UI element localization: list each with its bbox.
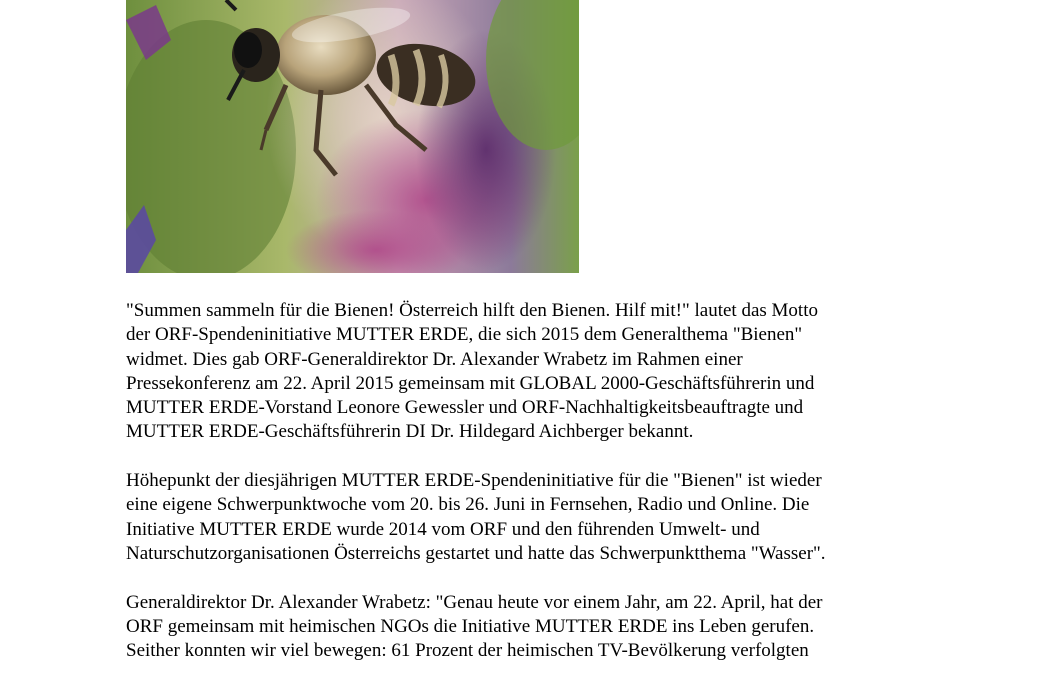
paragraph-3 (126, 591, 926, 664)
paragraph-2 (126, 469, 926, 566)
text-line: Höhepunkt der diesjährigen MUTTER ERDE-Spendeninitiative für die "Bienen" ist wieder (126, 470, 822, 492)
bee-image (126, 0, 579, 273)
text-line: Seither konnten wir viel bewegen: 61 Prozent der heimischen TV-Bevölkerung verfolgten (126, 640, 809, 662)
text-line: MUTTER ERDE-Geschäftsführerin DI Dr. Hildegard Aichberger bekannt. (126, 421, 694, 443)
article-body (126, 299, 926, 675)
text-line: widmet. Dies gab ORF-Generaldirektor Dr. Alexander Wrabetz im Rahmen einer (126, 348, 743, 370)
text-line: MUTTER ERDE-Vorstand Leonore Gewessler und ORF-Nachhaltigkeitsbeauftragte und (126, 397, 804, 419)
text-line: Naturschutzorganisationen Österreichs gestartet und hatte das Schwerpunktthema "Wasser". (126, 542, 826, 564)
text-line: Pressekonferenz am 22. April 2015 gemeinsam mit GLOBAL 2000-Geschäftsführerin und (126, 372, 815, 394)
text-line: eine eigene Schwerpunktwoche vom 20. bis 26. Juni in Fernsehen, Radio und Online. Die (126, 494, 810, 516)
text-line: Generaldirektor Dr. Alexander Wrabetz: "Genau heute vor einem Jahr, am 22. April, hat der (126, 591, 823, 613)
text-line: Initiative MUTTER ERDE wurde 2014 vom ORF und den führenden Umwelt- und (126, 518, 760, 540)
bee-photo (126, 0, 579, 273)
text-line: "Summen sammeln für die Bienen! Österreich hilft den Bienen. Hilf mit!" lautet das Motto (126, 300, 818, 321)
text-line: ORF gemeinsam mit heimischen NGOs die Initiative MUTTER ERDE ins Leben gerufen. (126, 615, 815, 637)
paragraph-1 (126, 299, 926, 445)
text-line: der ORF-Spendeninitiative MUTTER ERDE, die sich 2015 dem Generalthema "Bienen" (126, 324, 803, 346)
